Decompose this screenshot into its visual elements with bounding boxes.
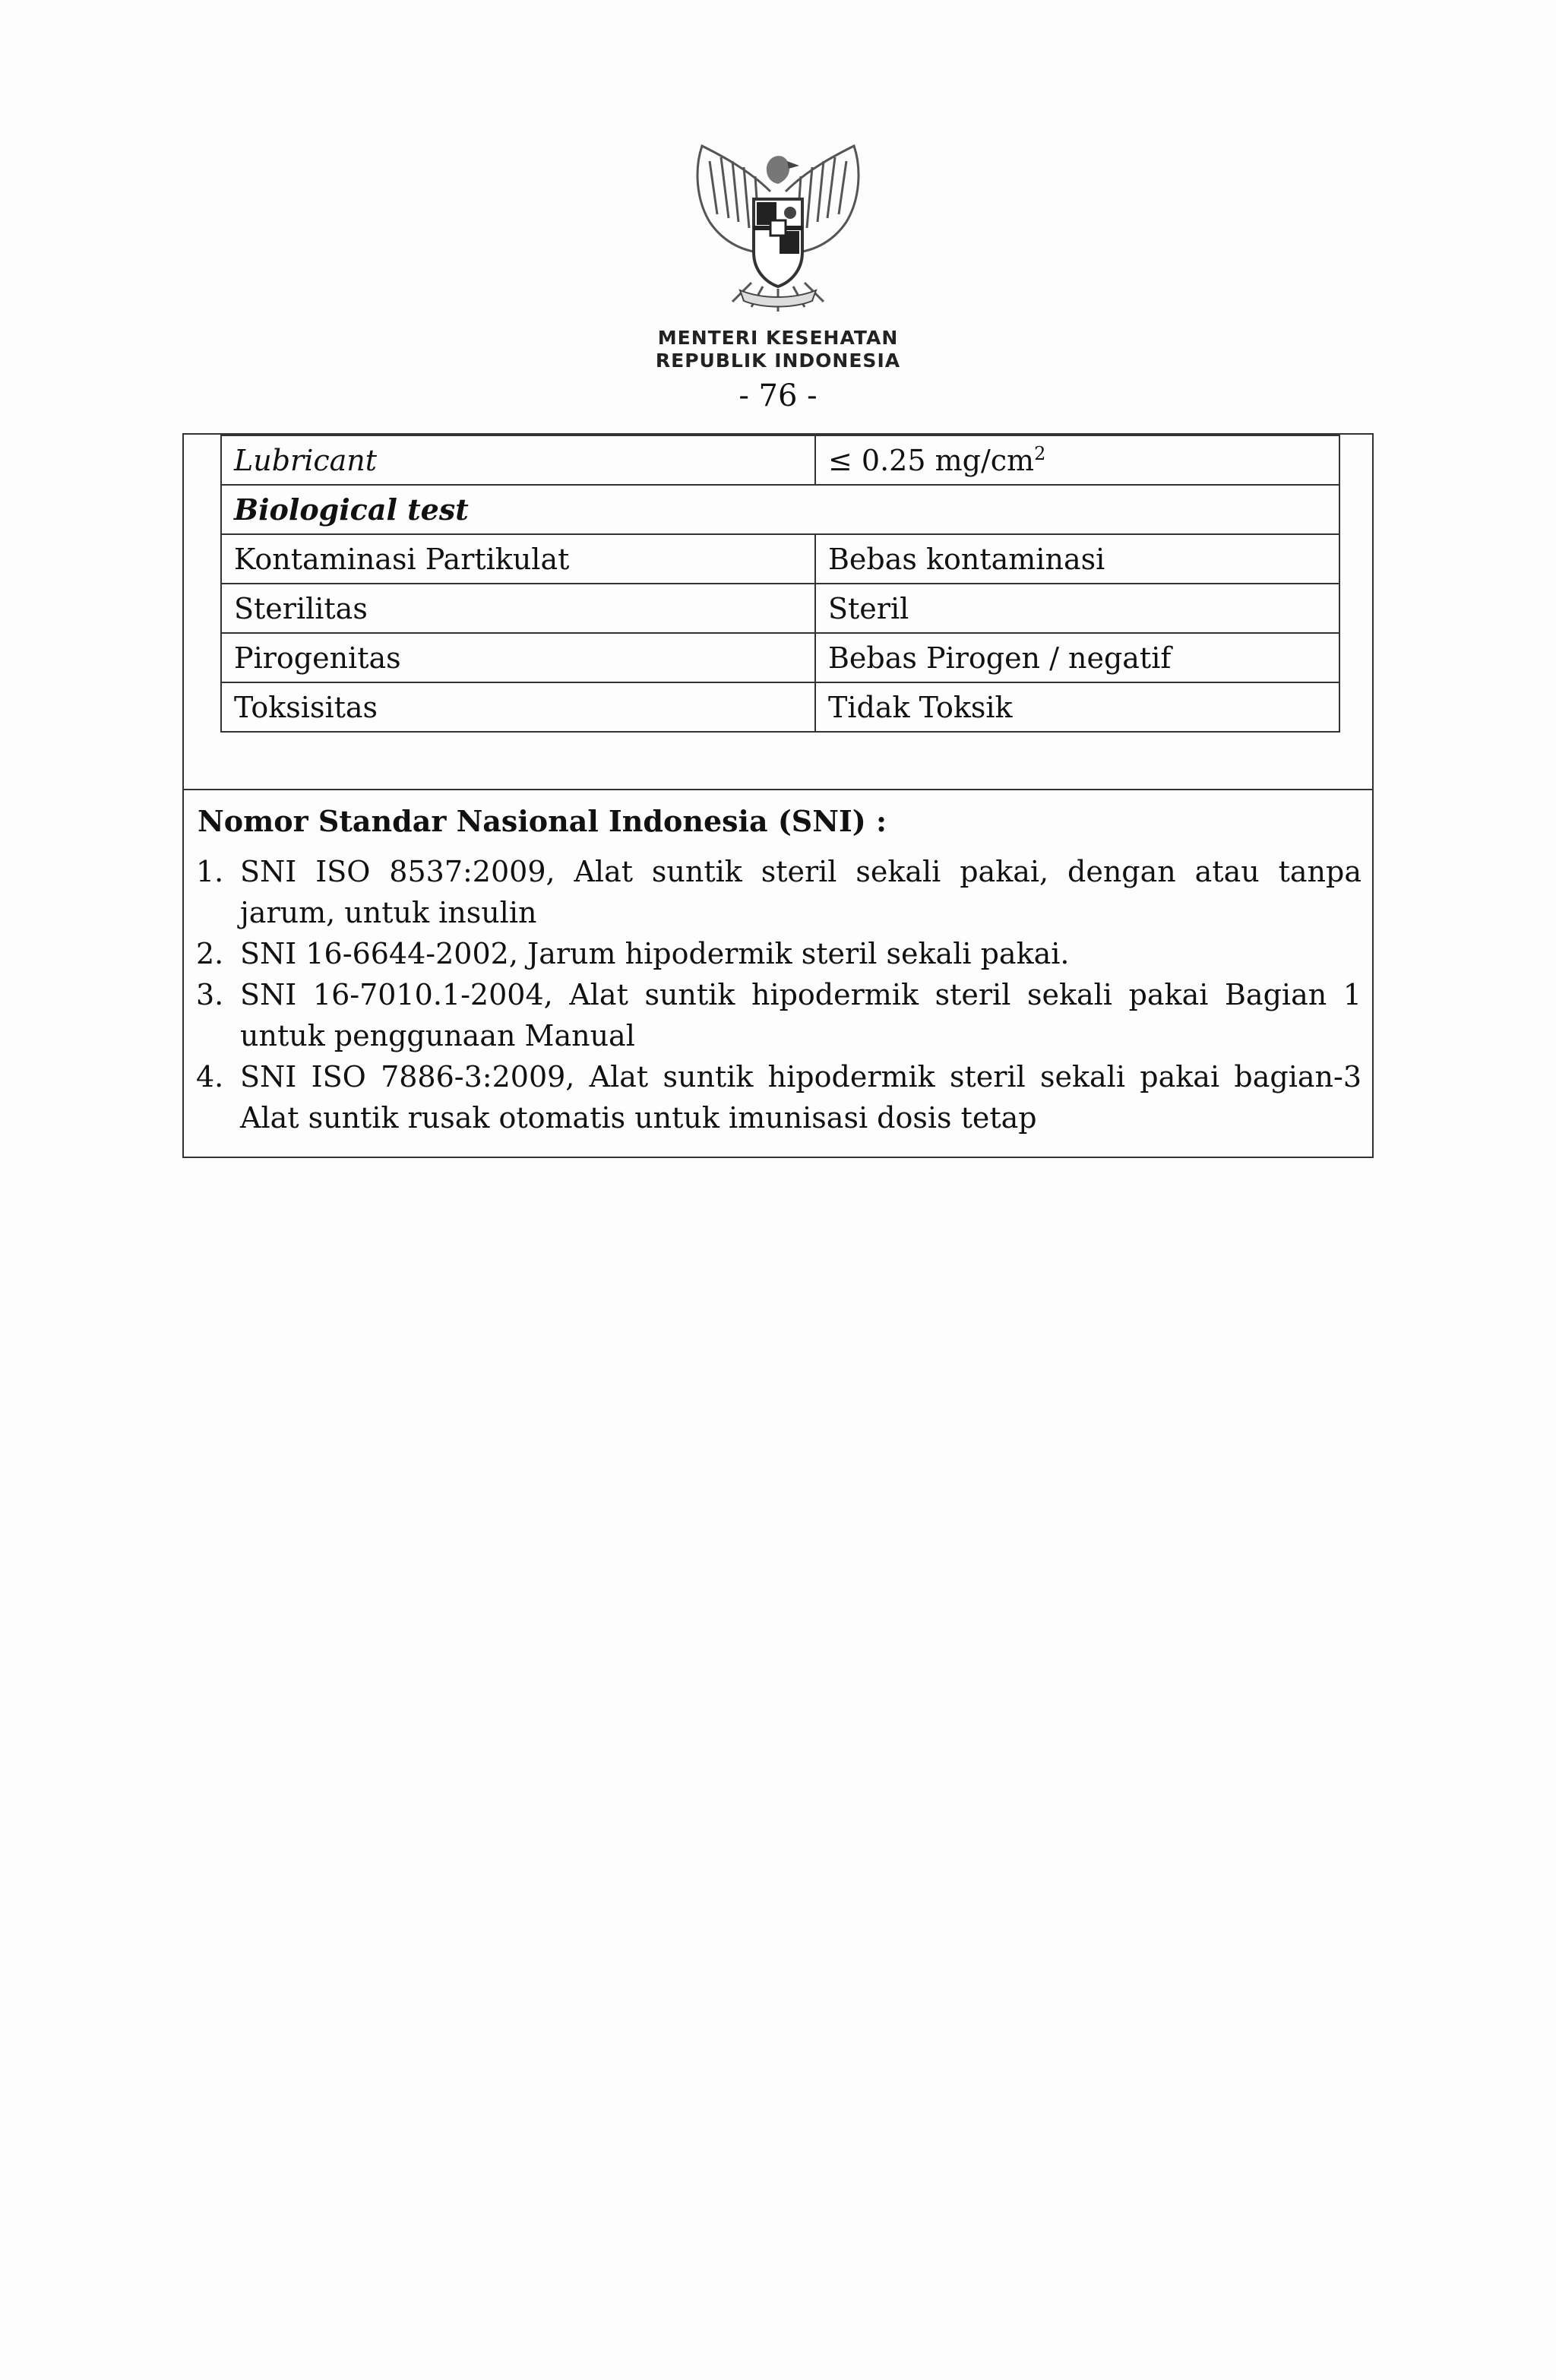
table-row — [221, 435, 1339, 485]
list-item-text: SNI 16-7010.1-2004, Alat suntik hipodermik steril sekali pakai Bagian 1 untuk penggunaan Manual — [240, 978, 1362, 1052]
list-item-number: 2. — [196, 937, 224, 970]
biological-test-heading: Biological test — [221, 485, 1339, 534]
row-label: Kontaminasi Partikulat — [221, 534, 815, 584]
table-row — [221, 682, 1339, 732]
lubricant-value-text: ≤ 0.25 mg/cm — [828, 443, 1035, 477]
page-number: - 76 - — [738, 378, 818, 413]
list-item — [196, 1056, 1362, 1138]
sni-heading: Nomor Standar Nasional Indonesia (SNI) : — [198, 804, 887, 838]
ministry-title-line2: REPUBLIK INDONESIA — [655, 350, 901, 372]
row-label: Sterilitas — [221, 584, 815, 633]
list-item-number: 4. — [196, 1060, 224, 1093]
table-section-row — [221, 485, 1339, 534]
list-item — [196, 933, 1362, 974]
list-item-text: SNI 16-6644-2002, Jarum hipodermik steril sekali pakai. — [240, 937, 1070, 970]
list-item-text: SNI ISO 8537:2009, Alat suntik steril sekali pakai, dengan atau tanpa jarum, untuk insulin — [240, 855, 1362, 929]
lubricant-unit-superscript: 2 — [1034, 442, 1046, 464]
row-value: Tidak Toksik — [815, 682, 1339, 732]
sni-list — [196, 851, 1362, 1138]
ministry-title-line1: MENTERI KESEHATAN — [657, 327, 899, 349]
lubricant-label: Lubricant — [221, 435, 815, 485]
row-value: Bebas Pirogen / negatif — [815, 633, 1339, 682]
list-item-number: 1. — [196, 855, 224, 888]
section-divider — [184, 789, 1372, 790]
row-label: Toksisitas — [221, 682, 815, 732]
table-row — [221, 584, 1339, 633]
lubricant-value — [815, 435, 1339, 485]
list-item — [196, 851, 1362, 933]
list-item-number: 3. — [196, 978, 224, 1011]
row-value: Steril — [815, 584, 1339, 633]
list-item-text: SNI ISO 7886-3:2009, Alat suntik hipodermik steril sekali pakai bagian-3 Alat suntik rusak otomatis untuk imunisasi dosis tetap — [240, 1060, 1362, 1135]
specification-box — [182, 433, 1374, 1158]
table-row — [221, 633, 1339, 682]
table-row — [221, 534, 1339, 584]
garuda-emblem-icon — [687, 138, 869, 318]
specification-table — [220, 435, 1340, 733]
list-item — [196, 974, 1362, 1056]
row-value: Bebas kontaminasi — [815, 534, 1339, 584]
row-label: Pirogenitas — [221, 633, 815, 682]
